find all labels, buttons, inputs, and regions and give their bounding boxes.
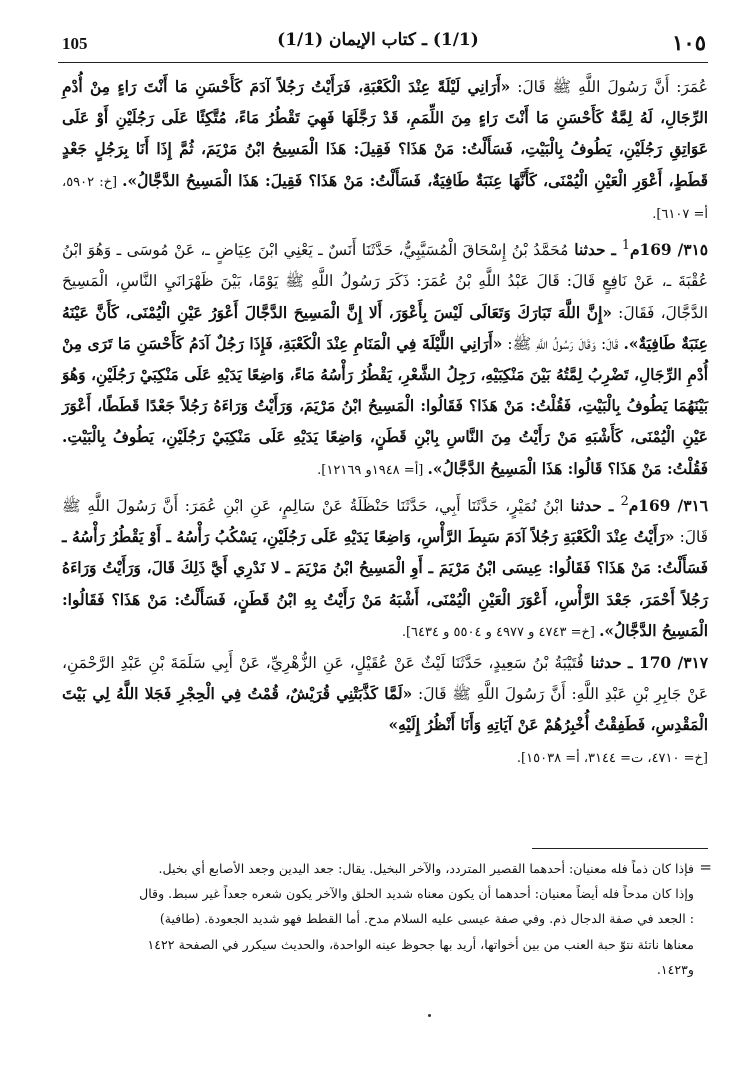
hadith-number: ٣١٧/ 170 <box>638 653 709 672</box>
footnote-line: : الجعد في صفة الدجال ذم. وفي صفة عيسى عليه السلام مدح. أما القطط فهو شديد الجعودة. (طافية) <box>159 911 694 927</box>
hadith-mid: قَالَ: وَقَالَ رَسُولُ اللَّهِ ﷺ: <box>502 334 624 353</box>
hadith-body <box>62 72 708 774</box>
page-number-latin: 105 <box>62 34 88 53</box>
hadith-reference: [خ= ٤٧٤٣ و ٤٩٧٧ و ٥٥٠٤ و ٦٤٣٤]. <box>401 624 600 640</box>
footnote-line: وإذا كان مدحاً فله أيضاً معنيان: أحدهما أن يكون معناه شديد الحلق والآخر يكون شعره جعداً غير سبط. وقال <box>139 886 694 902</box>
hadith-matn: «أَرَانِي لَيْلَةً عِنْدَ الْكَعْبَةِ، فَرَأَيْتُ رَجُلاً آدَمَ كَأَحْسَنِ مَا أَنْتَ رَاءٍ مِنْ أُدْمِ الرِّجَالِ، لَهُ لِمَّةٌ كَأَحْسَنِ مَا أَنْتَ رَاءٍ مِنَ اللِّمَمِ، قَدْ رَجَّلَهَا فَهِيَ تَقْطُرُ مَاءً، مُتَّكِئًا عَلَى رَجُلَيْنِ أَوْ عَلَى عَوَاتِقِ رَجُلَيْنِ، يَطُوفُ بِالْبَيْتِ، فَسَأَلْتُ: مَنْ هَذَا؟ فَقِيلَ: هَذَا الْمَسِيحُ ابْنُ مَرْيَمَ، ثُمَّ إِذَا أَنَا بِرَجُلٍ جَعْدٍ قَطَطٍ، أَعْوَرِ الْعَيْنِ الْيُمْنَى، كَأَنَّهَا عِنَبَةٌ طَافِيَةٌ، فَسَأَلْتُ: مَنْ هَذَا؟ فَقِيلَ: هَذَا الْمَسِيحُ الدَّجَّالُ». <box>62 78 708 190</box>
hadith-316 <box>62 486 708 648</box>
header-rule <box>58 62 708 63</box>
footnote-line: فإذا كان ذماً فله معنيان: أحدهما القصير المتردد، والآخر البخيل. يقال: جعد اليدين وجعد الأصابع أي بخيل. <box>158 861 694 876</box>
hadith-number: ٣١٥/ 169م <box>629 241 709 260</box>
hadith-isnad: ابْنُ نُمَيْرٍ، حَدَّثَنَا أَبِي، حَدَّثَنَا حَنْظَلَةُ عَنْ سَالِمٍ، عَنِ ابْنِ عُمَرَ: أَنَّ رَسُولَ اللَّهِ ﷺ قَالَ: <box>62 496 708 547</box>
hadith-317 <box>62 648 708 774</box>
footnote-ref: 2 <box>620 493 629 509</box>
running-title: (1/1) ـ كتاب الإيمان (1/1) <box>277 30 479 50</box>
hadith-reference: [أ= ١٩٤٨و ١٢١٦٩]. <box>317 462 428 478</box>
hadith-matn-2: «أَرَانِي اللَّيْلَةَ فِي الْمَنَامِ عِنْدَ الْكَعْبَةِ، فَإِذَا رَجُلٌ آدَمُ كَأَحْسَنِ مَا تَرَى مِنْ أُدْمِ الرِّجَالِ، تَضْرِبُ لِمَّتُهُ بَيْنَ مَنْكِبَيْهِ، رَجِلُ الشَّعْرِ، يَقْطُرُ رَأْسُهُ مَاءً، وَاضِعًا يَدَيْهِ عَلَى مَنْكِبَيْ رَجُلَيْنِ، وَهُوَ بَيْنَهُمَا يَطُوفُ بِالْبَيْتِ، فَقُلْتُ: مَنْ هَذَا؟ فَقَالُوا: الْمَسِيحُ ابْنُ مَرْيَمَ، وَرَأَيْتُ وَرَاءَهُ رَجُلاً جَعْدًا قَطَطًا، أَعْوَرَ عَيْنِ الْيُمْنَى، كَأَشْبَهِ مَنْ رَأَيْتُ مِنَ النَّاسِ بِابْنِ قَطَنٍ، وَاضِعًا يَدَيْهِ عَلَى مَنْكِبَيْ رَجُلَيْنِ، يَطُوفُ بِالْبَيْتِ. فَقُلْتُ: مَنْ هَذَا؟ قَالُوا: هَذَا الْمَسِيحُ الدَّجَّالُ». <box>62 334 708 478</box>
hadith-reference: [خ: ٥٩٠٢، أ= ٦١٠٧]. <box>62 174 708 222</box>
footnotes <box>74 856 694 982</box>
hadith-continuation <box>62 72 708 230</box>
haddathana-label: ـ حدثنا <box>568 241 622 260</box>
hadith-matn: «رَأَيْتُ عِنْدَ الْكَعْبَةِ رَجُلاً آدَمَ سَبِطَ الرَّأْسِ، وَاضِعًا يَدَيْهِ عَلَى رَجُلَيْنِ، يَسْكُبُ رَأْسُهُ ـ أَوْ يَقْطُرُ رَأْسُهُ ـ فَسَأَلْتُ: مَنْ هَذَا؟ فَقَالُوا: عِيسَى ابْنُ مَرْيَمَ ـ أَوِ الْمَسِيحُ ابْنُ مَرْيَمَ ـ لا نَدْرِي أَيَّ ذَلِكَ قَالَ، وَرَأَيْتُ وَرَاءَهُ رَجُلاً أَحْمَرَ، جَعْدَ الرَّأْسِ، أَعْوَرَ الْعَيْنِ الْيُمْنَى، أَشْبَهُ مَنْ رَأَيْتُ بِهِ ابْنُ قَطَنٍ، فَسَأَلْتُ: مَنْ هَذَا؟ فَقَالُوا: الْمَسِيحُ الدَّجَّالُ». <box>62 528 708 640</box>
haddathana-label: ـ حدثنا <box>563 496 621 515</box>
haddathana-label: ـ حدثنا <box>583 653 639 672</box>
hadith-reference: [خ= ٤٧١٠، ت= ٣١٤٤، أ= ١٥٠٣٨]. <box>516 750 708 766</box>
hadith-isnad: مُحَمَّدُ بْنُ إِسْحَاقَ الْمُسَيَّبِيُّ، حَدَّثَنَا أَنَسٌ ـ يَعْنِي ابْنَ عِيَاضٍ ـ، عَنْ مُوسَى ـ وَهُوَ ابْنُ عُقْبَةَ ـ، عَنْ نَافِعٍ قَالَ: قَالَ عَبْدُ اللَّهِ بْنُ عُمَرَ: ذَكَرَ رَسُولُ اللَّهِ ﷺ يَوْمًا، بَيْنَ ظَهْرَانَيِ النَّاسِ، الْمَسِيحَ الدَّجَّالَ، فَقَالَ: <box>62 241 708 322</box>
footnote-ref: 1 <box>621 238 630 254</box>
hadith-315 <box>62 230 708 486</box>
footnote-separator <box>62 848 708 849</box>
footnote-continuation-mark: = <box>699 858 712 876</box>
hadith-lead: عُمَرَ: أَنَّ رَسُولَ اللَّهِ ﷺ قَالَ: <box>510 78 708 96</box>
page-number-arabic: ١٠٥ <box>672 30 706 55</box>
hadith-isnad: قُتَيْبَةُ بْنُ سَعِيدٍ، حَدَّثَنَا لَيْثٌ عَنْ عُقَيْلٍ، عَنِ الزُّهْرِيِّ، عَنْ أَبِي سَلَمَةَ بْنِ عَبْدِ الرَّحْمَنِ، عَنْ جَابِرِ بْنِ عَبْدِ اللَّهِ: أَنَّ رَسُولَ اللَّهِ ﷺ قَالَ: <box>62 653 709 704</box>
footnote-line: و١٤٢٣. <box>656 961 694 977</box>
footnote-line: معناها ناتئة نتوّ حبة العنب من بين أخواتها، أريد بها جحوظ عينه الواحدة، والحديث سيكرر في الصفحة ١٤٢٢ <box>147 936 694 952</box>
hadith-matn: «إِنَّ اللَّهَ تَبَارَكَ وَتَعَالَى لَيْسَ بِأَعْوَرَ، أَلا إِنَّ الْمَسِيحَ الدَّجَّالَ أَعْوَرُ عَيْنِ الْيُمْنَى، كَأَنَّ عَيْنَهُ عِنَبَةٌ طَافِيَةٌ». <box>62 303 708 353</box>
hadith-matn: «لَمَّا كَذَّبَتْنِي قُرَيْشٌ، قُمْتُ فِي الْحِجْرِ فَجَلا اللَّهُ لِي بَيْتَ الْمَقْدِسِ، فَطَفِقْتُ أُخْبِرُهُمْ عَنْ آيَاتِهِ وَأَنَا أَنْظُرُ إِلَيْهِ» <box>62 685 708 735</box>
page-dot <box>428 1014 431 1017</box>
hadith-number: ٣١٦/ 169م <box>628 496 708 515</box>
